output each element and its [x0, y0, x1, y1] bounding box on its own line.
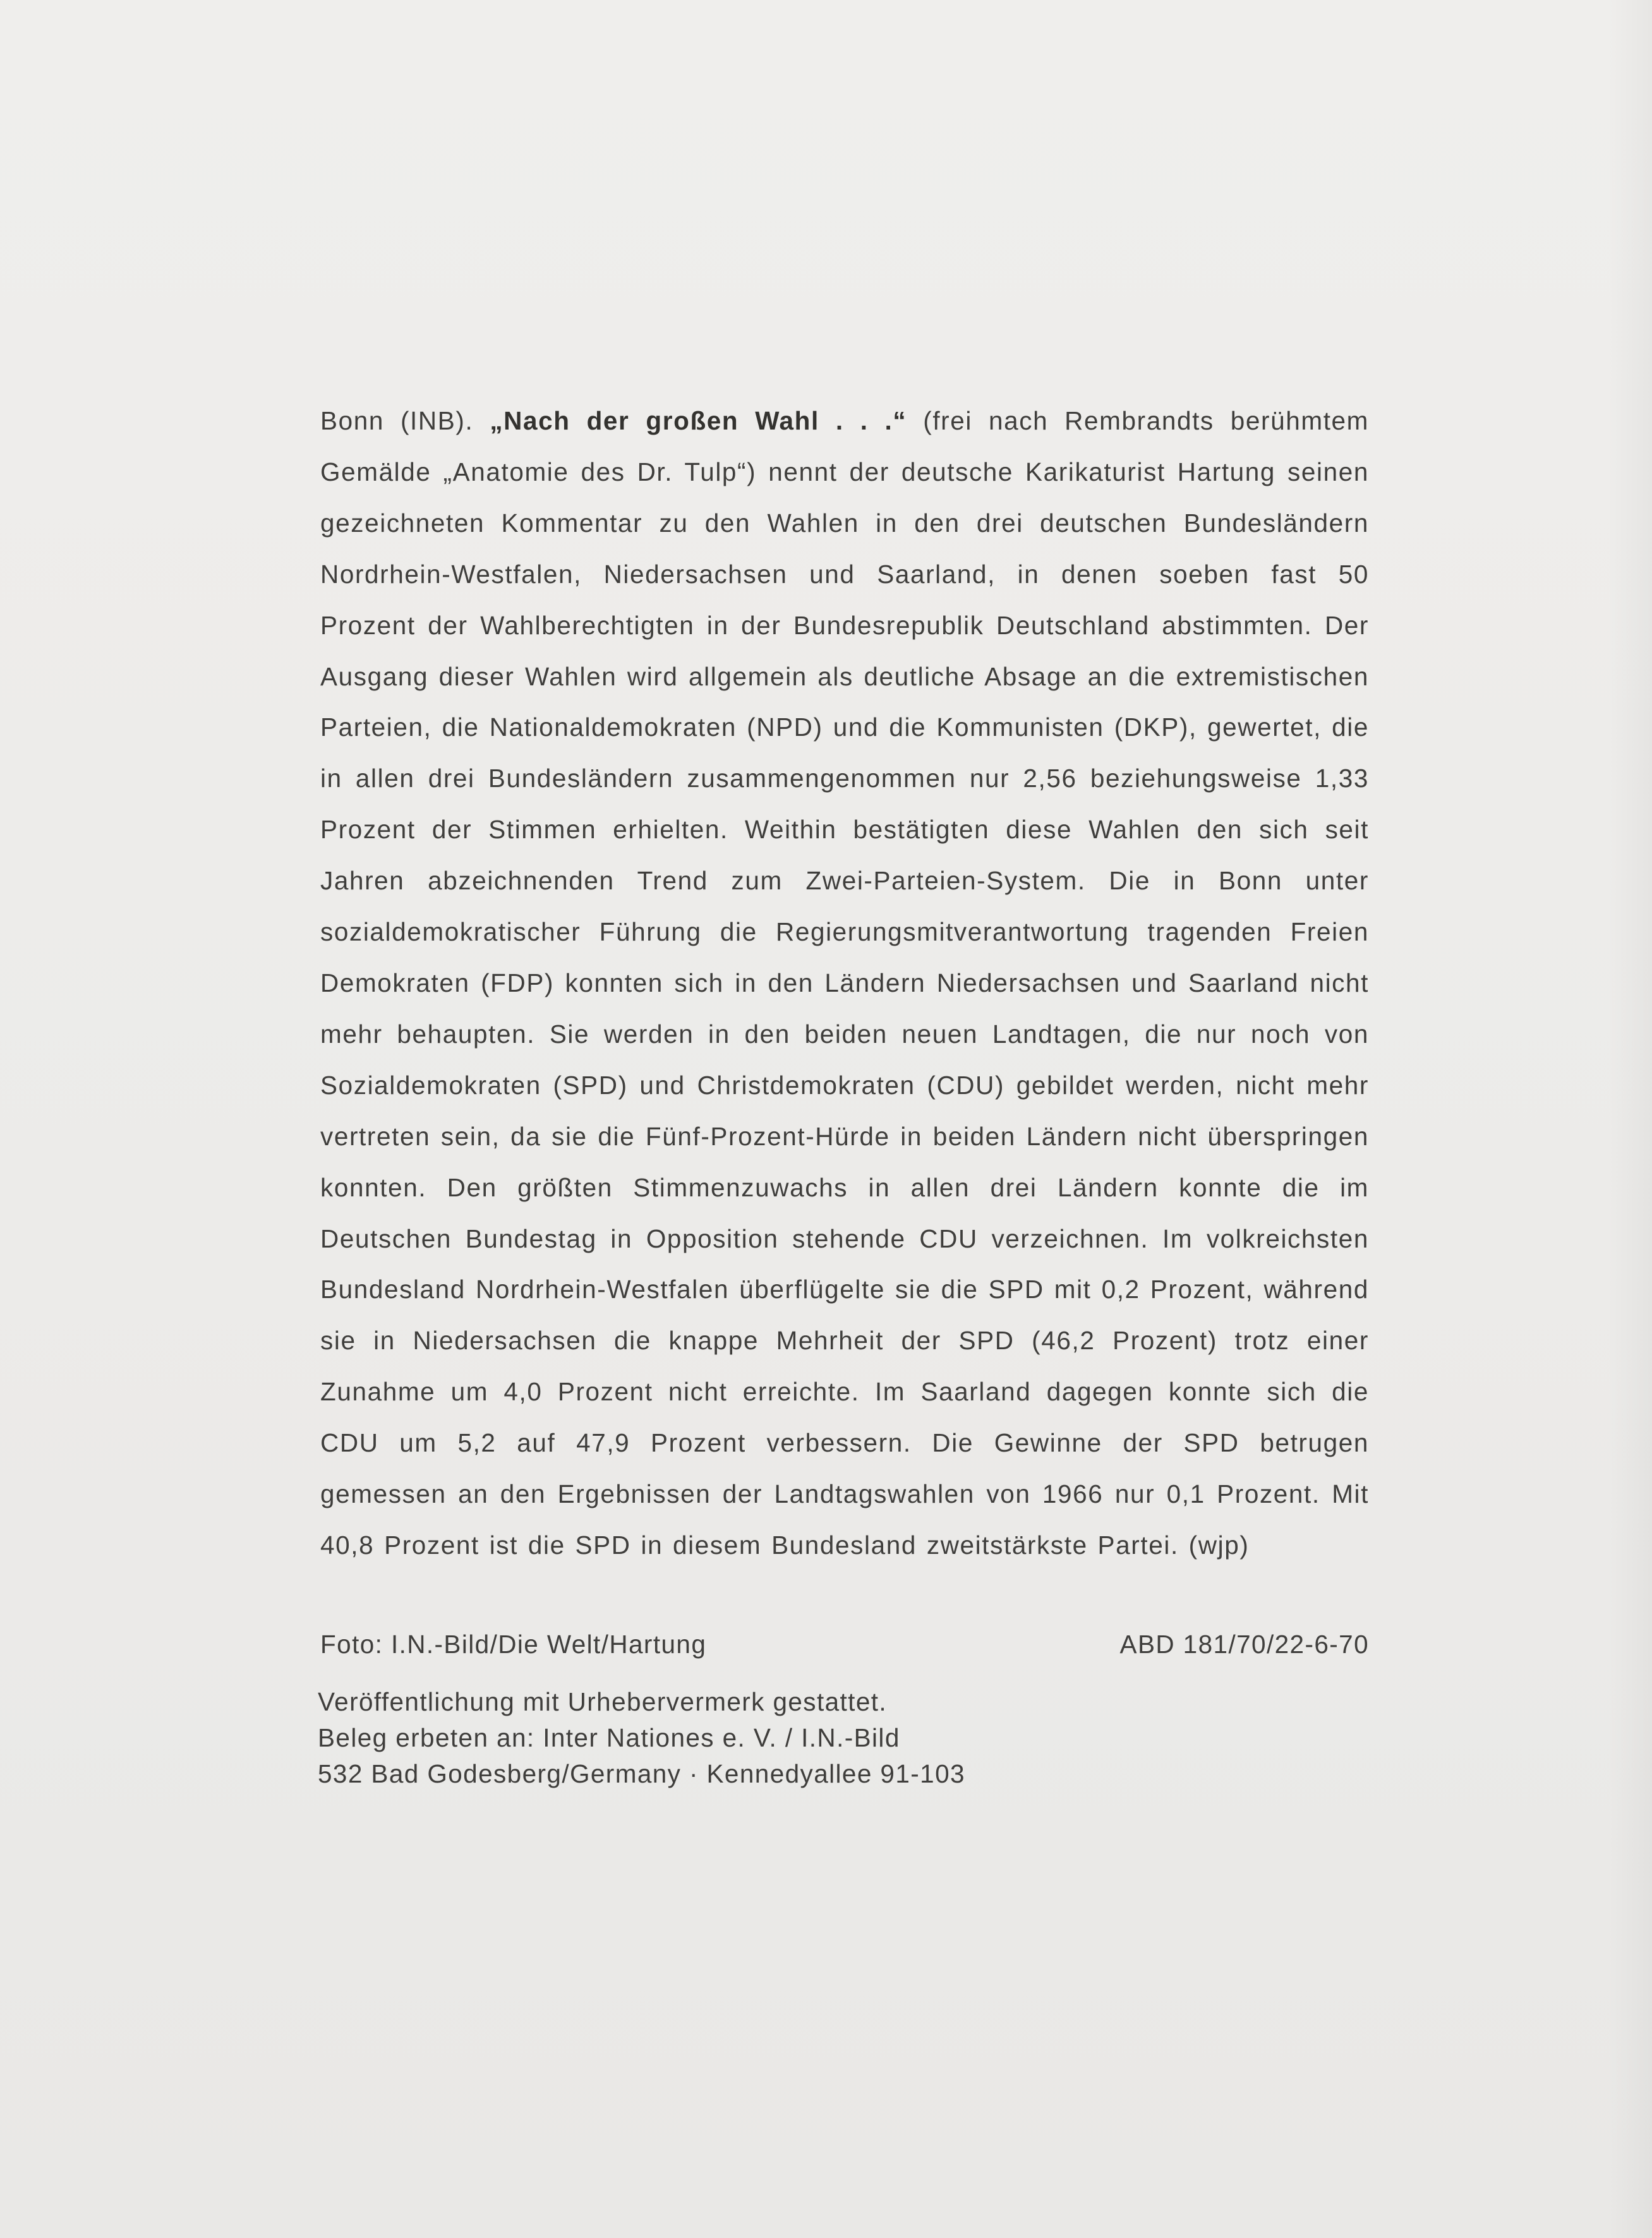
photo-credit: Foto: I.N.-Bild/Die Welt/Hartung	[320, 1630, 707, 1659]
article-text: (frei nach Rembrandts berühmtem Gemälde „Anatomie des Dr. Tulp“) nennt der deutsche Karikaturist Hartung seinen gezeichneten Kommentar zu den Wahlen in den drei deutschen Bundesländern Nordrhein-Westfalen, Niedersachsen und Saarland, in denen soeben fast 50 Prozent der Wahlberechtigten in der Bundesrepublik Deutschland abstimmten. Der Ausgang dieser Wahlen wird allgemein als deutliche Absage an die extremistischen Parteien, die Nationaldemokraten (NPD) und die Kommunisten (DKP), gewertet, die in allen drei Bundesländern zusammengenommen nur 2,56 beziehungsweise 1,33 Prozent der Stimmen erhielten. Weithin bestätigten diese Wahlen den sich seit Jahren abzeichnenden Trend zum Zwei-Parteien-System. Die in Bonn unter sozialdemokratischer Führung die Regierungsmitverantwortung tragenden Freien Demokraten (FDP) konnten sich in den Ländern Niedersachsen und Saarland nicht mehr behaupten. Sie werden in den beiden neuen Landtagen, die nur noch von Sozialdemokraten (SPD) und Christdemokraten (CDU) gebildet werden, nicht mehr vertreten sein, da sie die Fünf-Prozent-Hürde in beiden Ländern nicht überspringen konnten. Den größten Stimmenzuwachs in allen drei Ländern konnte die im Deutschen Bundestag in Opposition stehende CDU verzeichnen. Im volkreichsten Bundesland Nordrhein-Westfalen überflügelte sie die SPD mit 0,2 Prozent, während sie in Niedersachsen die knappe Mehrheit der SPD (46,2 Prozent) trotz einer Zunahme um 4,0 Prozent nicht erreichte. Im Saarland dagegen konnte sich die CDU um 5,2 auf 47,9 Prozent verbessern. Die Gewinne der SPD betrugen gemessen an den Ergebnissen der Landtagswahlen von 1966 nur 0,1 Prozent. Mit 40,8 Prozent ist die SPD in diesem Bundesland zweitstärkste Partei. (wjp)	[320, 406, 1370, 1560]
credit-row	[320, 1627, 1369, 1662]
headline: „Nach der großen Wahl . . .“	[490, 406, 907, 435]
publication-notice	[318, 1684, 1076, 1792]
reference-number: ABD 181/70/22-6-70	[1119, 1630, 1369, 1659]
notice-line-permission: Veröffentlichung mit Urhebervermerk gestattet.	[318, 1687, 888, 1716]
notice-line-copy-request: Beleg erbeten an: Inter Nationes e. V. / I.N.-Bild	[318, 1723, 900, 1752]
article-body	[320, 395, 1369, 1571]
notice-line-address: 532 Bad Godesberg/Germany · Kennedyallee 91-103	[318, 1759, 965, 1788]
dateline: Bonn (INB).	[320, 406, 490, 435]
page-edge-shadow	[1608, 0, 1652, 2238]
